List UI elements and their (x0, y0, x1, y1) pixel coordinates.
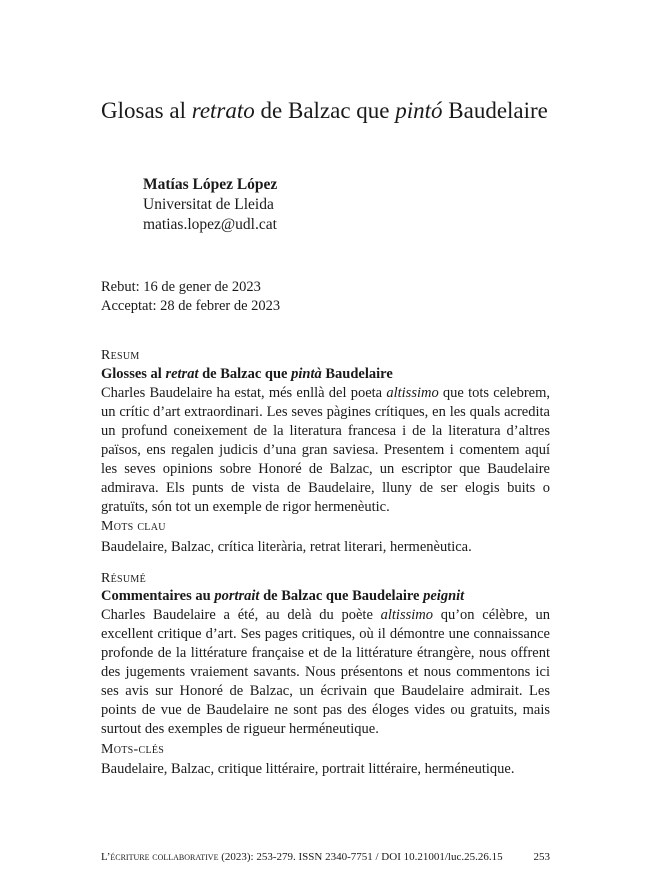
resum-title-part-1: Glosses al (101, 366, 166, 382)
resum-text-italic: altissimo (386, 385, 439, 401)
resume-text-italic: altissimo (380, 607, 433, 623)
resume-title-part-1: Commentaires au (101, 588, 215, 604)
citation-details: (2023): 253-279. ISSN 2340-7751 / DOI 10.21001/luc.25.26.15 (218, 851, 503, 863)
resume-title-part-2: de Balzac que Baudelaire (259, 588, 424, 604)
received-date: Rebut: 16 de gener de 2023 (101, 279, 261, 295)
resum-title-part-2: de Balzac que (198, 366, 292, 382)
author-name: Matías López López (143, 176, 278, 193)
resum-label: Resum (101, 348, 140, 363)
resum-title-part-3: Baudelaire (321, 366, 393, 382)
title-part-2: de Balzac que (254, 98, 396, 123)
title-italic-pinto: pintó (395, 98, 443, 123)
resume-title (101, 587, 464, 606)
title-italic-retrato: retrato (191, 98, 255, 123)
title-part-3: Baudelaire (442, 98, 548, 123)
mots-cles-text: Baudelaire, Balzac, critique littéraire, portrait littéraire, herméneutique. (101, 761, 515, 777)
resum-title (101, 365, 393, 384)
resum-text-part-2: que tots celebrem, un crític d’art extraordinari. Les seves pàgines crítiques, en les quals acredita un profund coneixement de la literatura francesa i de la literatura d’altres països, ens regalen judicis d’una gran saviesa. Presentem i comentem aquí les seves opinions sobre Honoré de Balzac, un escriptor que Baudelaire admirava. Els punts de vista de Baudelaire, lluny de ser elogis buits o gratuïts, són tot un exemple de rigor hermenèutic. (101, 385, 550, 515)
resume-text (101, 606, 550, 739)
footer-citation (101, 850, 503, 864)
journal-name: L’écriture collaborative (101, 851, 219, 863)
author-email[interactable]: matias.lopez@udl.cat (143, 216, 277, 233)
mots-clau-label: Mots clau (101, 519, 166, 534)
article-title (101, 96, 621, 126)
article-dates (101, 278, 280, 316)
title-part-1: Glosas al (101, 98, 192, 123)
author-block (143, 175, 277, 235)
resume-title-italic-2: peignit (423, 588, 465, 604)
author-affiliation: Universitat de Lleida (143, 196, 274, 213)
resum-title-italic-1: retrat (165, 366, 199, 382)
resume-text-part-1: Charles Baudelaire a été, au delà du poète (101, 607, 381, 623)
resume-label: Résumé (101, 571, 147, 586)
resum-text-part-1: Charles Baudelaire ha estat, més enllà del poeta (101, 385, 387, 401)
resum-title-italic-2: pintà (291, 366, 322, 382)
resum-text (101, 384, 550, 517)
accepted-date: Acceptat: 28 de febrer de 2023 (101, 298, 281, 314)
mots-clau-text: Baudelaire, Balzac, crítica literària, retrat literari, hermenèutica. (101, 539, 472, 555)
resume-text-part-2: qu’on célèbre, un excellent critique d’art. Ses pages critiques, où il démontre une connaissance profonde de la littérature française et de la littérature étrangère, nous offrent des jugements vraiement savants. Nous présentons et nous commentons ici ses avis sur Honoré de Balzac, un écrivain que Baudelaire admirait. Les points de vue de Baudelaire ne sont pas des éloges vides ou gratuits, mais surtout des exemples de rigueur herméneutique. (101, 607, 550, 737)
mots-cles-label: Mots-clés (101, 742, 165, 757)
resume-title-italic-1: portrait (214, 588, 260, 604)
page-number: 253 (533, 851, 550, 863)
